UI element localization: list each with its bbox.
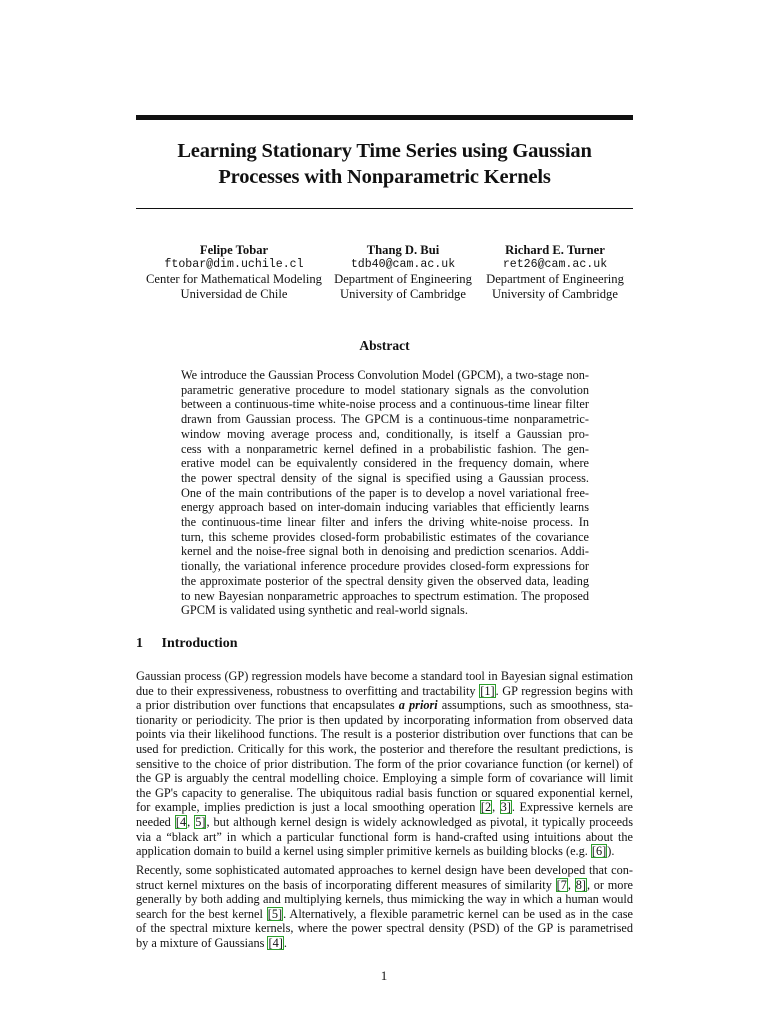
citation-link[interactable]: [5] bbox=[267, 906, 283, 921]
abstract-line: the approximate posterior of the spectral density given the observed data, leading bbox=[181, 573, 589, 588]
citation-link[interactable]: [7 bbox=[556, 877, 567, 892]
abstract-line: energy approach based on inter-domain inducing variables that efficiently learns bbox=[181, 500, 589, 515]
abstract-body bbox=[181, 368, 589, 618]
paragraph-line: the GP's capacity to generalise. The ubiquitous radial basis function or squared exponential kernel, bbox=[136, 785, 633, 800]
paragraph-line: generally by both adding and multiplying kernels, thus mimicking the way in which a human would bbox=[136, 892, 633, 907]
abstract-line: One of the main contributions of the paper is to develop a novel variational free- bbox=[181, 485, 589, 500]
author-email[interactable]: ftobar@dim.uchile.cl bbox=[164, 257, 304, 271]
paragraph-line bbox=[136, 698, 633, 713]
abstract-line: window moving average process and, conditionally, is itself a Gaussian pro- bbox=[181, 426, 589, 441]
paragraph-line: used for prediction. Critically for this work, the posterior and therefore the resultant predictions, is bbox=[136, 741, 633, 756]
author-name: Felipe Tobar bbox=[199, 243, 269, 257]
abstract-line: the continuous-time linear filter and infers the driving white-noise process. In bbox=[181, 515, 589, 530]
text-run: . Expressive kernels are bbox=[511, 800, 633, 815]
paragraph-line: needed [4, 5], but although kernel design is widely acknowledged as pivotal, it typically proceeds bbox=[136, 814, 633, 829]
abstract-line: to new Bayesian nonparametric approaches to spectrum estimation. The proposed bbox=[181, 588, 589, 603]
section-number: 1 bbox=[136, 636, 143, 651]
abstract-line: drawn from Gaussian process. The GPCM is a continuous-time nonparametric- bbox=[181, 412, 589, 427]
paragraph-line: Gaussian process (GP) regression models have become a standard tool in Bayesian signal estimation bbox=[136, 669, 633, 683]
author-affiliation: Center for Mathematical Modeling bbox=[146, 272, 322, 287]
author-institution: Universidad de Chile bbox=[180, 286, 288, 301]
abstract-heading: Abstract bbox=[359, 338, 410, 353]
author-block-tobar bbox=[130, 243, 338, 301]
text-run: application domain to build a kernel using simpler primitive kernels as building blocks (e.g. bbox=[136, 844, 591, 859]
text-run: , or more bbox=[586, 877, 634, 892]
citation-link[interactable]: 5] bbox=[195, 814, 206, 829]
paragraph-line: of the spectral mixture kernels, where the power spectral density (PSD) of the GP is parametrised bbox=[136, 921, 633, 936]
author-block-turner bbox=[482, 243, 628, 301]
author-name: Thang D. Bui bbox=[366, 243, 440, 257]
text-run: needed bbox=[136, 814, 175, 829]
abstract-line: We introduce the Gaussian Process Convolution Model (GPCM), a two-stage non- bbox=[181, 368, 589, 382]
paragraph-line: points via their likelihood functions. The result is a posterior distribution over functions that can be bbox=[136, 727, 633, 742]
author-block-bui bbox=[330, 243, 476, 301]
author-affiliation: Department of Engineering bbox=[486, 272, 624, 287]
citation-link[interactable]: [4 bbox=[175, 814, 187, 829]
abstract-line: the power spectral density of the signal is specified using a Gaussian process. bbox=[181, 470, 589, 485]
citation-link[interactable]: [1] bbox=[480, 683, 495, 698]
abstract-line: between a continuous-time white-noise process and a continuous-time linear filter bbox=[181, 397, 589, 412]
paper-title bbox=[136, 138, 633, 190]
paragraph-line bbox=[136, 907, 633, 922]
a-priori-emphasis: a priori bbox=[398, 698, 438, 713]
paragraph-line bbox=[136, 684, 633, 699]
text-run: for example, implies prediction is just a local smoothing operation bbox=[136, 800, 480, 815]
intro-paragraph-2 bbox=[136, 863, 633, 951]
title-top-rule bbox=[136, 115, 633, 120]
author-email[interactable]: tdb40@cam.ac.uk bbox=[350, 257, 456, 271]
text-run: a prior distribution over functions that encapsulates bbox=[136, 698, 399, 713]
text-run: assumptions, such as smoothness, sta- bbox=[437, 698, 633, 713]
paragraph-line: for example, implies prediction is just a local smoothing operation [2, 3]. Expressive kernels are bbox=[136, 800, 633, 815]
citation-link[interactable]: [2 bbox=[480, 800, 492, 815]
citation-link[interactable]: 3] bbox=[500, 800, 511, 815]
author-institution: University of Cambridge bbox=[492, 286, 618, 301]
title-line-2: Processes with Nonparametric Kernels bbox=[218, 166, 551, 188]
text-run: . Alternatively, a flexible parametric kernel can be used as in the case bbox=[283, 906, 633, 921]
paragraph-line: via a “black art” in which a particular functional form is hand-crafted using intuitions about the bbox=[136, 829, 633, 844]
abstract-line: turn, this scheme provides closed-form probabilistic estimates of the covariance bbox=[181, 529, 589, 544]
paragraph-line bbox=[136, 936, 633, 951]
text-run: . GP regression begins with bbox=[495, 683, 634, 698]
citation-link[interactable]: 8] bbox=[575, 877, 586, 892]
paragraph-line: struct kernel mixtures on the basis of incorporating different measures of similarity [7, 8], or more bbox=[136, 877, 634, 892]
abstract-line: kernel and the noise-free signal both in denoising and prediction scenarios. Addi- bbox=[181, 544, 589, 559]
section-title: Introduction bbox=[161, 636, 238, 651]
paragraph-line: tionarity or periodicity. The prior is then updated by incorporating information from observed data bbox=[136, 712, 633, 727]
abstract-line: parametric generative procedure to model stationary signals as the convolution bbox=[181, 382, 589, 397]
abstract-line: cess with a nonparametric kernel defined in a probabilistic fashion. The gen- bbox=[181, 441, 589, 456]
paragraph-line: Recently, some sophisticated automated approaches to kernel design have been developed that con- bbox=[136, 863, 633, 877]
author-name: Richard E. Turner bbox=[505, 243, 605, 257]
section-heading bbox=[136, 636, 237, 652]
author-email[interactable]: ret26@cam.ac.uk bbox=[502, 257, 608, 271]
abstract-line: tionally, the variational inference procedure provides closed-form expressions for bbox=[181, 559, 589, 574]
abstract-line: GPCM is validated using synthetic and real-world signals. bbox=[181, 603, 468, 618]
page-number: 1 bbox=[380, 968, 388, 983]
intro-paragraph-1 bbox=[136, 669, 633, 859]
text-run: , but although kernel design is widely acknowledged as pivotal, it typically proceeds bbox=[206, 814, 633, 829]
paragraph-line bbox=[136, 844, 633, 859]
paragraph-line: the GP is arguably the central modelling choice. Employing a simple form of covariance will limit bbox=[136, 771, 633, 786]
text-run: by a mixture of Gaussians bbox=[136, 935, 268, 950]
abstract-line: erative model can be equivalently considered in the frequency domain, where bbox=[181, 456, 589, 471]
title-bottom-rule bbox=[136, 208, 633, 209]
citation-link[interactable]: [6] bbox=[591, 844, 607, 859]
text-run: search for the best kernel bbox=[136, 906, 267, 921]
author-affiliation: Department of Engineering bbox=[334, 272, 472, 287]
text-run: due to their expressiveness, robustness to overfitting and tractability bbox=[136, 683, 480, 698]
title-line-1: Learning Stationary Time Series using Gaussian bbox=[177, 140, 592, 162]
author-institution: University of Cambridge bbox=[340, 286, 466, 301]
paragraph-line: sensitive to the choice of prior distribution. The form of the prior covariance function (or kernel) of bbox=[136, 756, 633, 771]
text-run: . bbox=[283, 935, 287, 950]
text-run: ). bbox=[607, 844, 615, 859]
text-run: struct kernel mixtures on the basis of incorporating different measures of similarity bbox=[136, 877, 556, 892]
citation-link[interactable]: [4] bbox=[268, 935, 283, 950]
